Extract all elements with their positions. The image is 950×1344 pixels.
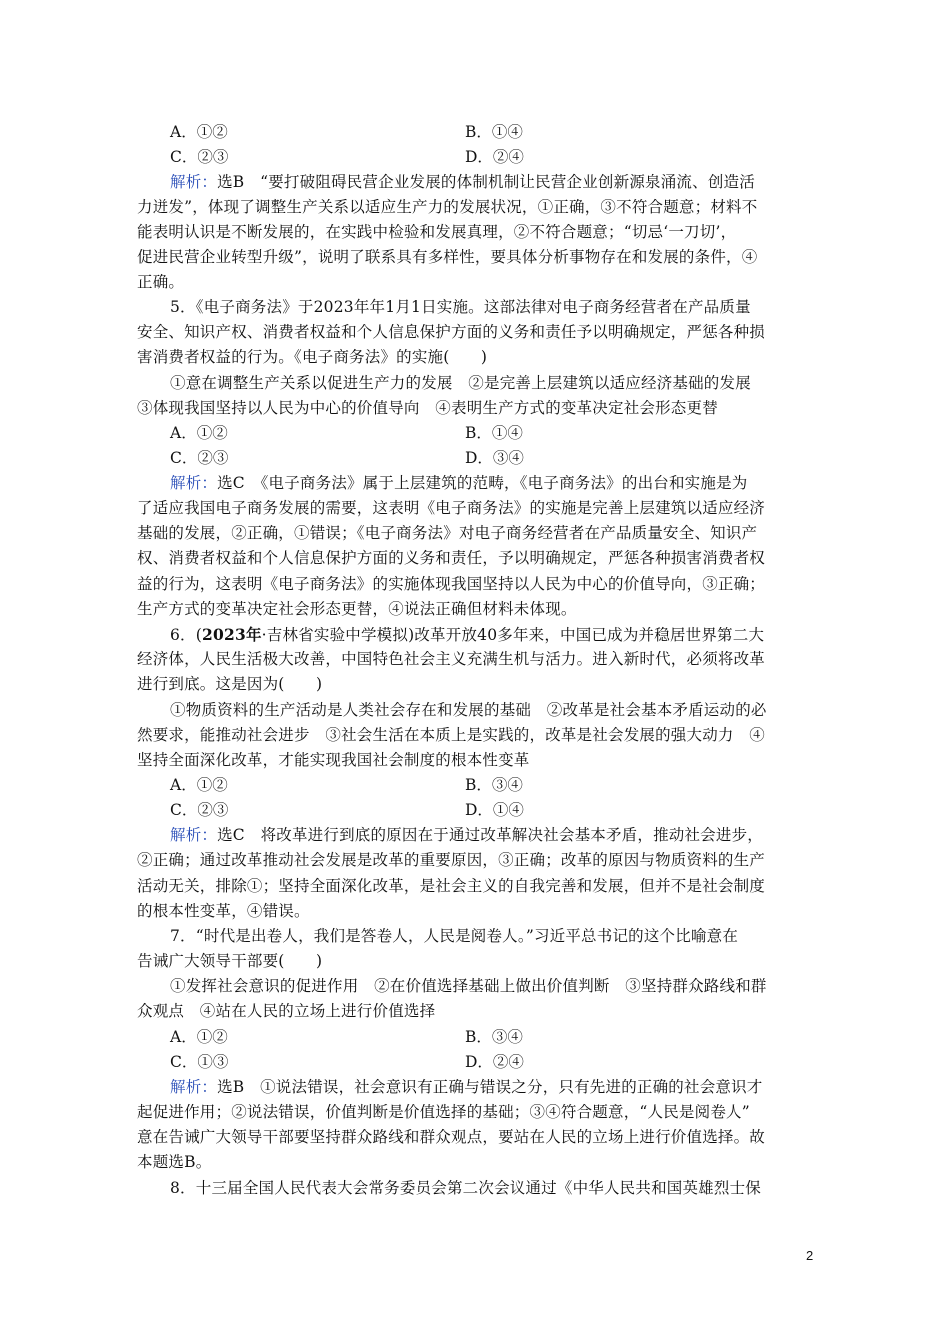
q7-item-line: 众观点 ④站在人民的立场上进行价值选择 [137, 1002, 436, 1020]
q6-option-d: D．①④ [465, 801, 524, 819]
q6-stem-line: 进行到底。这是因为( ) [137, 675, 323, 693]
q6-source-year: 2023年 [202, 625, 262, 644]
q6-explanation-line: 活动无关，排除①；坚持全面深化改革，是社会主义的自我完善和发展，但并不是社会制度 [137, 877, 766, 895]
q5-item-line: ①意在调整生产关系以促进生产力的发展 ②是完善上层建筑以适应经济基础的发展 [170, 374, 751, 392]
q4-option-d: D．②④ [465, 148, 524, 166]
q7-explanation-line: 本题选B。 [137, 1153, 212, 1171]
q4-explanation-line: 解析：选B “要打破阻碍民营企业发展的体制机制让民营企业创新源泉涌流、创造活 [170, 173, 755, 191]
q5-explanation-line: 了适应我国电子商务发展的需要，这表明《电子商务法》的实施是完善上层建筑以适应经济 [137, 499, 766, 517]
q6-option-a: A．①② [170, 776, 228, 794]
q5-explanation-line: 权、消费者权益和个人信息保护方面的义务和责任，予以明确规定，严惩各种损害消费者权 [137, 549, 766, 567]
q4-option-b: B．①④ [465, 123, 523, 141]
q4-option-c: C．②③ [170, 148, 229, 166]
q6-stem-line: 6．(2023年·吉林省实验中学模拟)改革开放40多年来，中国已成为并稳居世界第二大 [170, 625, 765, 644]
q8-stem-line: 8．十三届全国人民代表大会常务委员会第二次会议通过《中华人民共和国英雄烈士保 [170, 1179, 761, 1197]
q5-explanation-line: 基础的发展，②正确，①错误；《电子商务法》对电子商务经营者在产品质量安全、知识产 [137, 524, 758, 542]
q5-stem-line: 安全、知识产权、消费者权益和个人信息保护方面的义务和责任予以明确规定，严惩各种损 [137, 323, 766, 341]
q7-option-b: B．③④ [465, 1028, 523, 1046]
explanation-label: 解析： [170, 826, 218, 844]
q6-explanation-line: 的根本性变革，④错误。 [137, 902, 310, 920]
q6-explanation-line: 解析：选C 将改革进行到底的原因在于通过改革解决社会基本矛盾，推动社会进步， [170, 826, 763, 844]
q6-option-c: C．②③ [170, 801, 229, 819]
explanation-label: 解析： [170, 173, 218, 191]
q5-option-a: A．①② [170, 424, 228, 442]
q4-explanation-line: 能表明认识是不断发展的，在实践中检验和发展真理，②不符合题意；“切忌‘一刀切’， [137, 223, 737, 241]
q7-stem-line: 7．“时代是出卷人，我们是答卷人，人民是阅卷人。”习近平总书记的这个比喻意在 [170, 927, 739, 945]
q7-explanation-line: 起促进作用；②说法错误，价值判断是价值选择的基础；③④符合题意，“人民是阅卷人” [137, 1103, 750, 1121]
q5-option-b: B．①④ [465, 424, 523, 442]
explanation-label: 解析： [170, 474, 218, 492]
q6-explanation-line: ②正确；通过改革推动社会发展是改革的重要原因，③正确；改革的原因与物质资料的生产 [137, 851, 766, 869]
q5-option-c: C．②③ [170, 449, 229, 467]
q6-item-line: 坚持全面深化改革，才能实现我国社会制度的根本性变革 [137, 751, 530, 769]
q7-stem-line: 告诫广大领导干部要( ) [137, 952, 323, 970]
explanation-label: 解析： [170, 1078, 218, 1096]
q4-explanation-line: 促进民营企业转型升级”，说明了联系具有多样性，要具体分析事物存在和发展的条件，④ [137, 248, 758, 266]
q5-explanation-line: 生产方式的变革决定社会形态更替，④说法正确但材料未体现。 [137, 600, 577, 618]
q6-item-line: 然要求，能推动社会进步 ③社会生活在本质上是实践的，改革是社会发展的强大动力 ④ [137, 726, 766, 744]
q5-explanation-line: 益的行为，这表明《电子商务法》的实施体现我国坚持以人民为中心的价值导向，③正确； [137, 575, 766, 593]
q7-option-a: A．①② [170, 1028, 228, 1046]
q5-option-d: D．③④ [465, 449, 524, 467]
q4-explanation-line: 正确。 [137, 273, 185, 291]
page-number: 2 [806, 1248, 814, 1263]
q4-explanation-line: 力迸发”，体现了调整生产关系以适应生产力的发展状况，①正确，③不符合题意；材料不 [137, 198, 758, 216]
q5-explanation-line: 解析：选C 《电子商务法》属于上层建筑的范畴，《电子商务法》的出台和实施是为 [170, 474, 748, 492]
q4-option-a: A．①② [170, 123, 228, 141]
q5-item-line: ③体现我国坚持以人民为中心的价值导向 ④表明生产方式的变革决定社会形态更替 [137, 399, 718, 417]
q7-item-line: ①发挥社会意识的促进作用 ②在价值选择基础上做出价值判断 ③坚持群众路线和群 [170, 977, 767, 995]
q7-option-c: C．①③ [170, 1053, 229, 1071]
q5-stem-line: 害消费者权益的行为。《电子商务法》的实施( ) [137, 348, 488, 366]
q7-explanation-line: 意在告诫广大领导干部要坚持群众路线和群众观点，要站在人民的立场上进行价值选择。故 [137, 1128, 766, 1146]
q7-explanation-line: 解析：选B ①说法错误，社会意识有正确与错误之分，只有先进的正确的社会意识才 [170, 1078, 763, 1096]
q6-item-line: ①物质资料的生产活动是人类社会存在和发展的基础 ②改革是社会基本矛盾运动的必 [170, 701, 767, 719]
q6-option-b: B．③④ [465, 776, 523, 794]
q6-stem-line: 经济体，人民生活极大改善，中国特色社会主义充满生机与活力。进入新时代，必须将改革 [137, 650, 766, 668]
q5-stem-line: 5．《电子商务法》于2023年年1月1日实施。这部法律对电子商务经营者在产品质量 [170, 298, 751, 316]
q7-option-d: D．②④ [465, 1053, 524, 1071]
